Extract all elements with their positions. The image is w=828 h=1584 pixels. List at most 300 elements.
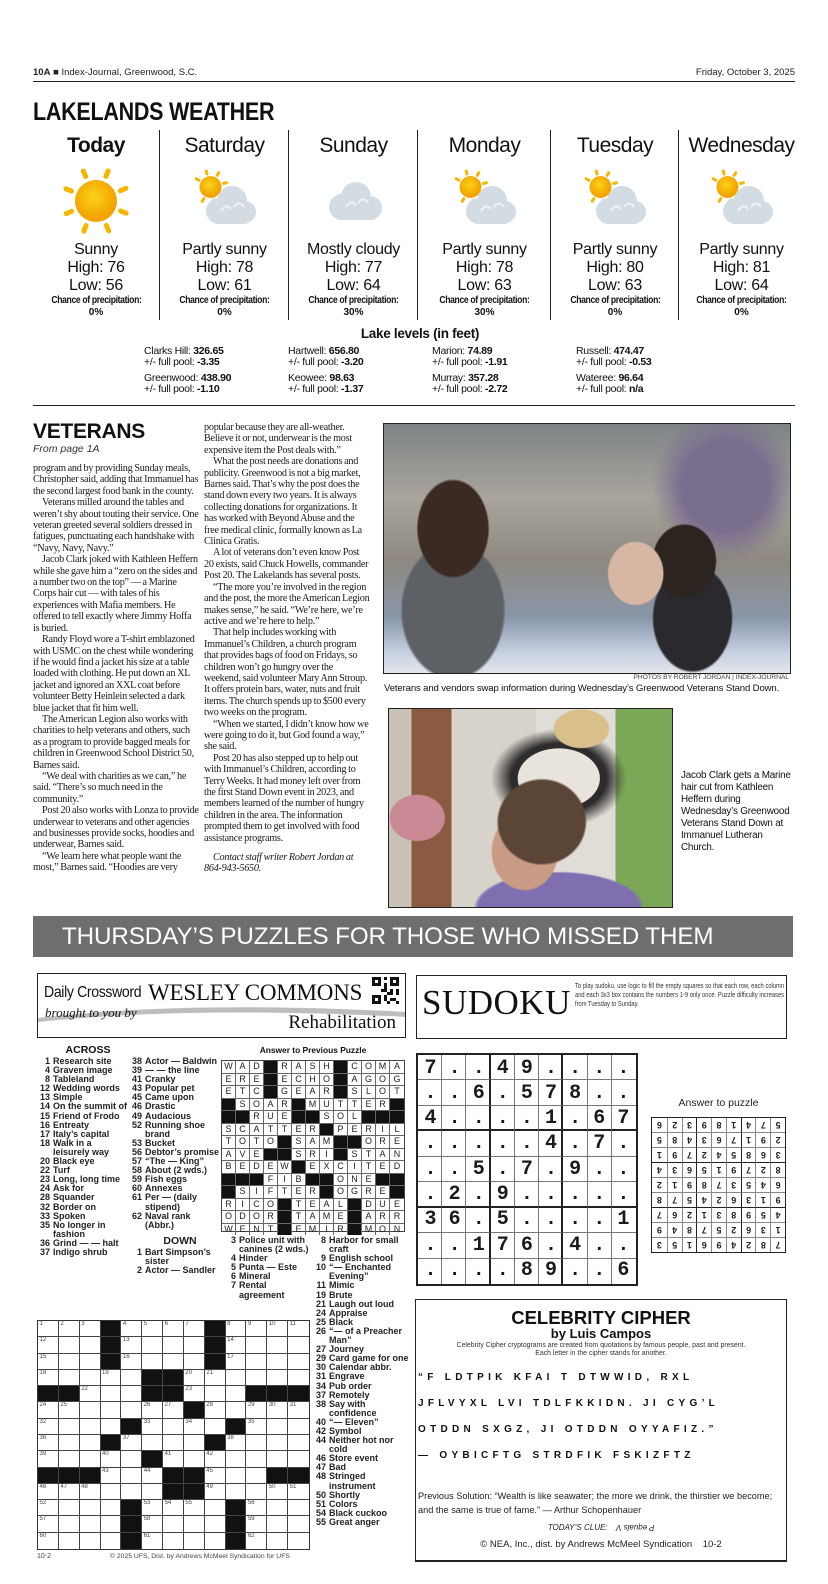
crossword-cell[interactable] — [184, 1354, 205, 1370]
cell-number: 22 — [81, 1386, 88, 1393]
forecast-condition: Sunny — [74, 241, 118, 258]
crossword-cell[interactable] — [59, 1337, 80, 1353]
answer-letter: O — [250, 1099, 264, 1112]
crossword-cell[interactable] — [121, 1402, 142, 1418]
clue-text: Say with confidence — [329, 1398, 377, 1418]
crossword-cell[interactable] — [121, 1354, 142, 1370]
crossword-cell[interactable] — [142, 1516, 163, 1532]
clue-across-61[interactable] — [128, 1193, 221, 1211]
clue-down-10[interactable] — [312, 1263, 411, 1281]
clue-number: 42 — [315, 1425, 326, 1436]
pool-value: -1.37 — [341, 383, 364, 395]
crossword-cell[interactable] — [288, 1516, 309, 1532]
cell-number: 45 — [206, 1467, 213, 1474]
crossword-cell[interactable] — [121, 1321, 142, 1337]
crossword-cell[interactable] — [288, 1370, 309, 1386]
clue-down-44[interactable] — [312, 1436, 411, 1454]
sudoku-answer-cell: 5 — [682, 1192, 697, 1207]
partly-sunny-icon — [579, 165, 651, 237]
crossword-cell[interactable] — [80, 1386, 101, 1402]
crossword-cell[interactable] — [121, 1386, 142, 1402]
clue-number: 62 — [131, 1210, 142, 1221]
answer-black-square — [348, 1199, 362, 1212]
crossword-cell[interactable] — [267, 1321, 288, 1337]
crossword-black-square — [121, 1419, 142, 1435]
crossword-cell[interactable] — [38, 1435, 59, 1451]
crossword-cell[interactable] — [59, 1419, 80, 1435]
crossword-cell[interactable] — [246, 1516, 267, 1532]
answer-letter: M — [362, 1224, 376, 1236]
clue-text: English school — [329, 1253, 394, 1264]
crossword-cell[interactable] — [267, 1419, 288, 1435]
answer-black-square — [278, 1149, 292, 1162]
answer-letter: A — [376, 1149, 390, 1162]
crossword-cell[interactable] — [226, 1468, 247, 1484]
precip-value: 30% — [474, 307, 495, 318]
clue-across-35[interactable] — [36, 1221, 128, 1239]
crossword-cell[interactable] — [226, 1484, 247, 1500]
clue-down-55[interactable] — [312, 1518, 411, 1527]
answer-letter: A — [306, 1211, 320, 1224]
crossword-cell[interactable] — [80, 1321, 101, 1337]
crossword-cell[interactable] — [59, 1516, 80, 1532]
crossword-cell[interactable] — [246, 1500, 267, 1516]
crossword-black-square — [101, 1321, 122, 1337]
clue-down-50[interactable] — [312, 1491, 411, 1500]
crossword-cell[interactable] — [267, 1402, 288, 1418]
lake-name: Hartwell — [288, 345, 324, 357]
sudoku-answer-cell: 8 — [741, 1147, 756, 1162]
pool-value: n/a — [629, 383, 644, 395]
crossword-cell[interactable] — [205, 1516, 226, 1532]
answer-letter: R — [376, 1099, 390, 1112]
crossword-cell[interactable] — [246, 1468, 267, 1484]
crossword-cell[interactable] — [80, 1370, 101, 1386]
crossword-black-square — [205, 1354, 226, 1370]
crossword-cell[interactable] — [163, 1321, 184, 1337]
clue-text: Squander — [53, 1192, 95, 1203]
crossword-cell[interactable] — [101, 1370, 122, 1386]
answer-letter: E — [390, 1199, 404, 1212]
high-value: 80 — [626, 259, 644, 276]
crossword-cell[interactable] — [184, 1533, 205, 1549]
clue-text: Stringed instrument — [329, 1471, 376, 1491]
sudoku-answer-cell: 8 — [755, 1237, 770, 1252]
crossword-cell[interactable] — [267, 1484, 288, 1500]
crossword-cell[interactable] — [142, 1468, 163, 1484]
crossword-cell[interactable] — [142, 1402, 163, 1418]
high-label: High: — [586, 259, 623, 276]
crossword-cell[interactable] — [59, 1370, 80, 1386]
crossword-cell[interactable] — [142, 1354, 163, 1370]
article-headline: VETERANS — [33, 420, 145, 443]
crossword-cell[interactable] — [267, 1435, 288, 1451]
crossword-cell[interactable] — [226, 1337, 247, 1353]
article-paragraph: “When we started, I didn’t know how we were going to do it, but God found a way,” she said. — [204, 718, 369, 753]
sudoku-answer-cell: 3 — [652, 1237, 667, 1252]
crossword-cell[interactable] — [184, 1435, 205, 1451]
clue-text: Engrave — [329, 1371, 365, 1382]
crossword-cell[interactable] — [121, 1484, 142, 1500]
crossword-cell[interactable] — [101, 1386, 122, 1402]
article-jump-line: From page 1A — [33, 443, 100, 455]
crossword-cell[interactable] — [288, 1337, 309, 1353]
crossword-cell[interactable] — [163, 1500, 184, 1516]
clue-across-52[interactable] — [128, 1121, 221, 1139]
sudoku-answer-cell: 1 — [711, 1162, 726, 1177]
clue-across-62[interactable] — [128, 1212, 221, 1230]
crossword-cell[interactable] — [246, 1451, 267, 1467]
clue-number: 49 — [131, 1110, 142, 1121]
crossword-cell[interactable] — [246, 1419, 267, 1435]
lake-level-value: 74.89 — [467, 345, 493, 357]
crossword-cell[interactable] — [142, 1337, 163, 1353]
answer-letter: R — [306, 1149, 320, 1162]
answer-letter: S — [306, 1061, 320, 1074]
crossword-cell[interactable] — [205, 1419, 226, 1435]
crossword-cell[interactable] — [267, 1500, 288, 1516]
answer-letter: T — [292, 1199, 306, 1212]
sudoku-answer-grid — [651, 1117, 786, 1253]
answer-black-square — [250, 1174, 264, 1187]
crossword-cell[interactable] — [101, 1402, 122, 1418]
crossword-cell[interactable] — [163, 1451, 184, 1467]
crossword-cell[interactable] — [184, 1500, 205, 1516]
crossword-cell[interactable] — [267, 1354, 288, 1370]
crossword-cell[interactable] — [226, 1435, 247, 1451]
crossword-cell[interactable] — [101, 1516, 122, 1532]
crossword-date-code: 10-2 — [37, 1553, 52, 1560]
crossword-cell[interactable] — [101, 1419, 122, 1435]
clue-down-46[interactable] — [312, 1454, 411, 1463]
answer-letter: G — [390, 1074, 404, 1087]
crossword-cell[interactable] — [38, 1370, 59, 1386]
article-paragraph: Jacob Clark joked with Kathleen Heffern while she gave him a “zero on the sides and a number two on the top” — a Marine Corps hair cut — with tales of his experiences with Mafia members. He offered to tell exactly where Jimmy Hoffa is buried. — [33, 554, 198, 634]
crossword-cell[interactable] — [226, 1386, 247, 1402]
crossword-cell[interactable] — [101, 1468, 122, 1484]
crossword-cell[interactable] — [288, 1500, 309, 1516]
crossword-cell[interactable] — [38, 1451, 59, 1467]
crossword-cell[interactable] — [184, 1370, 205, 1386]
sudoku-answer-cell: 9 — [770, 1192, 785, 1207]
answer-letter: T — [278, 1124, 292, 1137]
crossword-cell[interactable] — [80, 1533, 101, 1549]
crossword-cell[interactable] — [205, 1386, 226, 1402]
crossword-cell[interactable] — [246, 1337, 267, 1353]
crossword-cell[interactable] — [59, 1321, 80, 1337]
crossword-cell[interactable] — [246, 1533, 267, 1549]
crossword-cell[interactable] — [38, 1533, 59, 1549]
clue-number: 10 — [315, 1262, 326, 1273]
crossword-cell[interactable] — [142, 1484, 163, 1500]
crossword-cell[interactable] — [80, 1435, 101, 1451]
clue-text: Card game for one — [329, 1353, 409, 1364]
sudoku-answer-cell: 3 — [711, 1207, 726, 1222]
crossword-cell[interactable] — [59, 1484, 80, 1500]
crossword-cell[interactable] — [246, 1370, 267, 1386]
crossword-cell[interactable] — [38, 1516, 59, 1532]
crossword-cell[interactable] — [267, 1337, 288, 1353]
clue-text: Pub order — [329, 1380, 372, 1391]
crossword-black-square — [267, 1468, 288, 1484]
crossword-cell[interactable] — [80, 1516, 101, 1532]
crossword-cell[interactable] — [267, 1370, 288, 1386]
clue-text: Calendar abbr. — [329, 1362, 392, 1373]
clue-down-7[interactable] — [222, 1281, 310, 1299]
crossword-cell[interactable] — [163, 1533, 184, 1549]
clue-number: 14 — [39, 1101, 50, 1112]
clue-text: Friend of Frodo — [53, 1110, 120, 1121]
answer-letter: I — [320, 1224, 334, 1236]
sudoku-answer-cell: 4 — [667, 1222, 682, 1237]
answer-letter: T — [222, 1136, 236, 1149]
crossword-cell[interactable] — [101, 1533, 122, 1549]
sudoku-header — [416, 975, 787, 1039]
crossword-cell[interactable] — [101, 1500, 122, 1516]
answer-letter: A — [306, 1136, 320, 1149]
crossword-cell[interactable] — [142, 1533, 163, 1549]
crossword-cell[interactable] — [59, 1402, 80, 1418]
crossword-cell[interactable] — [288, 1533, 309, 1549]
answer-letter: U — [264, 1111, 278, 1124]
page-date: Friday, October 3, 2025 — [695, 67, 795, 78]
clue-number: 53 — [131, 1137, 142, 1148]
clue-number: 38 — [131, 1056, 142, 1066]
crossword-cell[interactable] — [101, 1451, 122, 1467]
high-value: 77 — [364, 259, 383, 276]
crossword-cell[interactable] — [38, 1337, 59, 1353]
cell-number: 58 — [143, 1516, 151, 1523]
clue-text: Turf — [53, 1165, 70, 1176]
crossword-cell[interactable] — [205, 1451, 226, 1467]
crossword-cell[interactable] — [205, 1484, 226, 1500]
crossword-black-square — [121, 1533, 142, 1549]
crossword-cell[interactable] — [205, 1468, 226, 1484]
crossword-cell[interactable] — [59, 1500, 80, 1516]
clue-down-2[interactable] — [128, 1266, 221, 1275]
low-label: Low: — [197, 277, 231, 294]
cell-number: 56 — [247, 1500, 255, 1507]
cell-number: 23 — [185, 1386, 193, 1393]
forecast-day-today — [33, 130, 159, 320]
crossword-cell[interactable] — [80, 1402, 101, 1418]
cell-number: 62 — [247, 1532, 255, 1539]
clue-number: 36 — [39, 1237, 50, 1248]
crossword-cell[interactable] — [246, 1321, 267, 1337]
crossword-cell[interactable] — [80, 1354, 101, 1370]
sudoku-answer-cell: 5 — [770, 1118, 785, 1132]
clue-text: Remotely — [329, 1389, 370, 1400]
sudoku-answer-cell: 5 — [755, 1207, 770, 1222]
crossword-cell[interactable] — [288, 1435, 309, 1451]
precip-label: Chance of precipitation: — [696, 295, 787, 306]
crossword-cell[interactable] — [38, 1321, 59, 1337]
crossword-cell[interactable] — [288, 1402, 309, 1418]
crossword-cell[interactable] — [121, 1370, 142, 1386]
crossword-black-square — [163, 1484, 184, 1500]
cipher-line-4: — OYBICFTG STRDFIK FSKIZFTZ — [418, 1450, 695, 1461]
crossword-cell[interactable] — [38, 1484, 59, 1500]
crossword-cell[interactable] — [288, 1451, 309, 1467]
cell-number: 37 — [122, 1435, 130, 1441]
clue-across-18[interactable] — [36, 1139, 128, 1157]
crossword-cell[interactable] — [121, 1435, 142, 1451]
crossword-cell[interactable] — [163, 1402, 184, 1418]
crossword-cell[interactable] — [226, 1451, 247, 1467]
lake-level-value: 474.47 — [613, 345, 644, 357]
crossword-cell[interactable] — [184, 1451, 205, 1467]
lake-pool-row — [432, 384, 507, 395]
crossword-cell[interactable] — [205, 1402, 226, 1418]
clue-down-24[interactable] — [312, 1309, 411, 1318]
clue-down-3[interactable] — [222, 1236, 310, 1254]
crossword-cell[interactable] — [163, 1337, 184, 1353]
clue-number: 31 — [315, 1371, 326, 1382]
article-paragraph: A lot of veterans don’t even know Post 20 exists, said Chuck Howells, commander Post 20. The Lakelands has several posts. — [204, 547, 369, 582]
crossword-cell[interactable] — [184, 1386, 205, 1402]
clue-number: 8 — [44, 1074, 50, 1085]
crossword-cell[interactable] — [163, 1354, 184, 1370]
clue-down-48[interactable] — [312, 1472, 411, 1490]
crossword-cell[interactable] — [142, 1321, 163, 1337]
clue-down-8[interactable] — [312, 1236, 411, 1254]
crossword-cell[interactable] — [267, 1516, 288, 1532]
cell-number: 29 — [247, 1402, 255, 1409]
low-label: Low: — [588, 277, 621, 294]
crossword-cell[interactable] — [38, 1500, 59, 1516]
crossword-cell[interactable] — [288, 1419, 309, 1435]
clue-text: “— Eleven” — [329, 1416, 379, 1427]
clue-across-37[interactable] — [36, 1248, 128, 1257]
crossword-cell[interactable] — [80, 1337, 101, 1353]
sudoku-answer-cell: 4 — [726, 1237, 741, 1252]
crossword-cell[interactable] — [80, 1500, 101, 1516]
cell-number: 30 — [268, 1402, 276, 1409]
crossword-cell[interactable] — [163, 1435, 184, 1451]
lake-pool-row — [576, 384, 643, 395]
crossword-cell[interactable] — [59, 1451, 80, 1467]
sudoku-answer-cell: 3 — [770, 1147, 785, 1162]
clue-down-38[interactable] — [312, 1400, 411, 1418]
answer-black-square — [222, 1174, 236, 1187]
answer-letter: T — [264, 1124, 278, 1137]
crossword-cell[interactable] — [80, 1451, 101, 1467]
cell-number: 42 — [206, 1451, 213, 1458]
crossword-cell[interactable] — [246, 1484, 267, 1500]
clue-text: Mimic — [329, 1280, 355, 1291]
clue-down-26[interactable] — [312, 1327, 411, 1345]
crossword-title: Daily Crossword — [44, 984, 142, 1001]
sudoku-answer-cell: 2 — [741, 1237, 756, 1252]
crossword-cell[interactable] — [59, 1533, 80, 1549]
clue-down-1[interactable] — [128, 1248, 221, 1266]
crossword-cell[interactable] — [142, 1419, 163, 1435]
clue-text: Appraise — [329, 1307, 368, 1318]
crossword-cell[interactable] — [59, 1354, 80, 1370]
crossword-cell[interactable] — [184, 1516, 205, 1532]
crossword-cell[interactable] — [267, 1451, 288, 1467]
crossword-cell[interactable] — [142, 1500, 163, 1516]
crossword-cell[interactable] — [38, 1354, 59, 1370]
answer-black-square — [334, 1136, 348, 1149]
answer-black-square — [222, 1099, 236, 1112]
answer-letter: S — [292, 1149, 306, 1162]
crossword-cell[interactable] — [288, 1354, 309, 1370]
crossword-cell[interactable] — [246, 1354, 267, 1370]
crossword-cell[interactable] — [205, 1533, 226, 1549]
crossword-cell[interactable] — [101, 1484, 122, 1500]
crossword-cell[interactable] — [59, 1435, 80, 1451]
clue-text: About (2 wds.) — [145, 1165, 207, 1176]
crossword-cell[interactable] — [121, 1468, 142, 1484]
clue-text: Mineral — [239, 1271, 271, 1282]
cipher-byline: by Luis Campos — [550, 1326, 652, 1341]
crossword-cell[interactable] — [226, 1321, 247, 1337]
down-clues-col-3 — [222, 1236, 310, 1300]
high-label: High: — [67, 259, 104, 276]
crossword-cell[interactable] — [38, 1402, 59, 1418]
crossword-cell[interactable] — [288, 1484, 309, 1500]
sudoku-answer-cell: 7 — [726, 1132, 741, 1147]
clue-down-11[interactable] — [312, 1281, 411, 1290]
crossword-black-square — [226, 1533, 247, 1549]
high-value: 81 — [752, 259, 771, 276]
crossword-cell[interactable] — [267, 1533, 288, 1549]
crossword-cell[interactable] — [142, 1435, 163, 1451]
crossword-cell[interactable] — [163, 1419, 184, 1435]
crossword-grid — [37, 1320, 310, 1550]
clue-number: 23 — [39, 1174, 50, 1185]
answer-letter: R — [278, 1099, 292, 1112]
crossword-cell[interactable] — [184, 1337, 205, 1353]
crossword-cell[interactable] — [80, 1484, 101, 1500]
qr-code-icon[interactable] — [372, 977, 399, 1004]
clue-text: Spoken — [53, 1210, 86, 1221]
partly-sunny-icon — [449, 165, 521, 237]
crossword-cell[interactable] — [121, 1451, 142, 1467]
crossword-black-square — [246, 1386, 267, 1402]
cipher-description-line-2: Each letter in the cipher stands for another. — [535, 1349, 667, 1357]
crossword-cell[interactable] — [205, 1370, 226, 1386]
crossword-cell[interactable] — [226, 1354, 247, 1370]
crossword-cell[interactable] — [184, 1419, 205, 1435]
answer-letter: E — [292, 1124, 306, 1137]
crossword-cell[interactable] — [246, 1402, 267, 1418]
clue-text: — — the line — [145, 1065, 200, 1076]
page-folio — [33, 67, 197, 78]
crossword-cell[interactable] — [226, 1370, 247, 1386]
crossword-cell[interactable] — [80, 1419, 101, 1435]
high-label: High: — [324, 259, 361, 276]
lake-pool-row — [432, 357, 507, 368]
answer-letter: G — [362, 1074, 376, 1087]
answer-letter: A — [264, 1099, 278, 1112]
crossword-cell[interactable] — [288, 1321, 309, 1337]
clue-number: 38 — [315, 1398, 326, 1409]
answer-black-square — [222, 1186, 236, 1199]
crossword-cell[interactable] — [184, 1321, 205, 1337]
crossword-cell[interactable] — [226, 1402, 247, 1418]
crossword-cell[interactable] — [38, 1419, 59, 1435]
answer-black-square — [292, 1161, 306, 1174]
answer-letter: X — [320, 1161, 334, 1174]
crossword-cell[interactable] — [246, 1435, 267, 1451]
forecast-day-sunday — [288, 130, 418, 320]
crossword-cell[interactable] — [205, 1500, 226, 1516]
answer-letter: M — [306, 1099, 320, 1112]
crossword-cell[interactable] — [121, 1337, 142, 1353]
crossword-cell[interactable] — [163, 1516, 184, 1532]
